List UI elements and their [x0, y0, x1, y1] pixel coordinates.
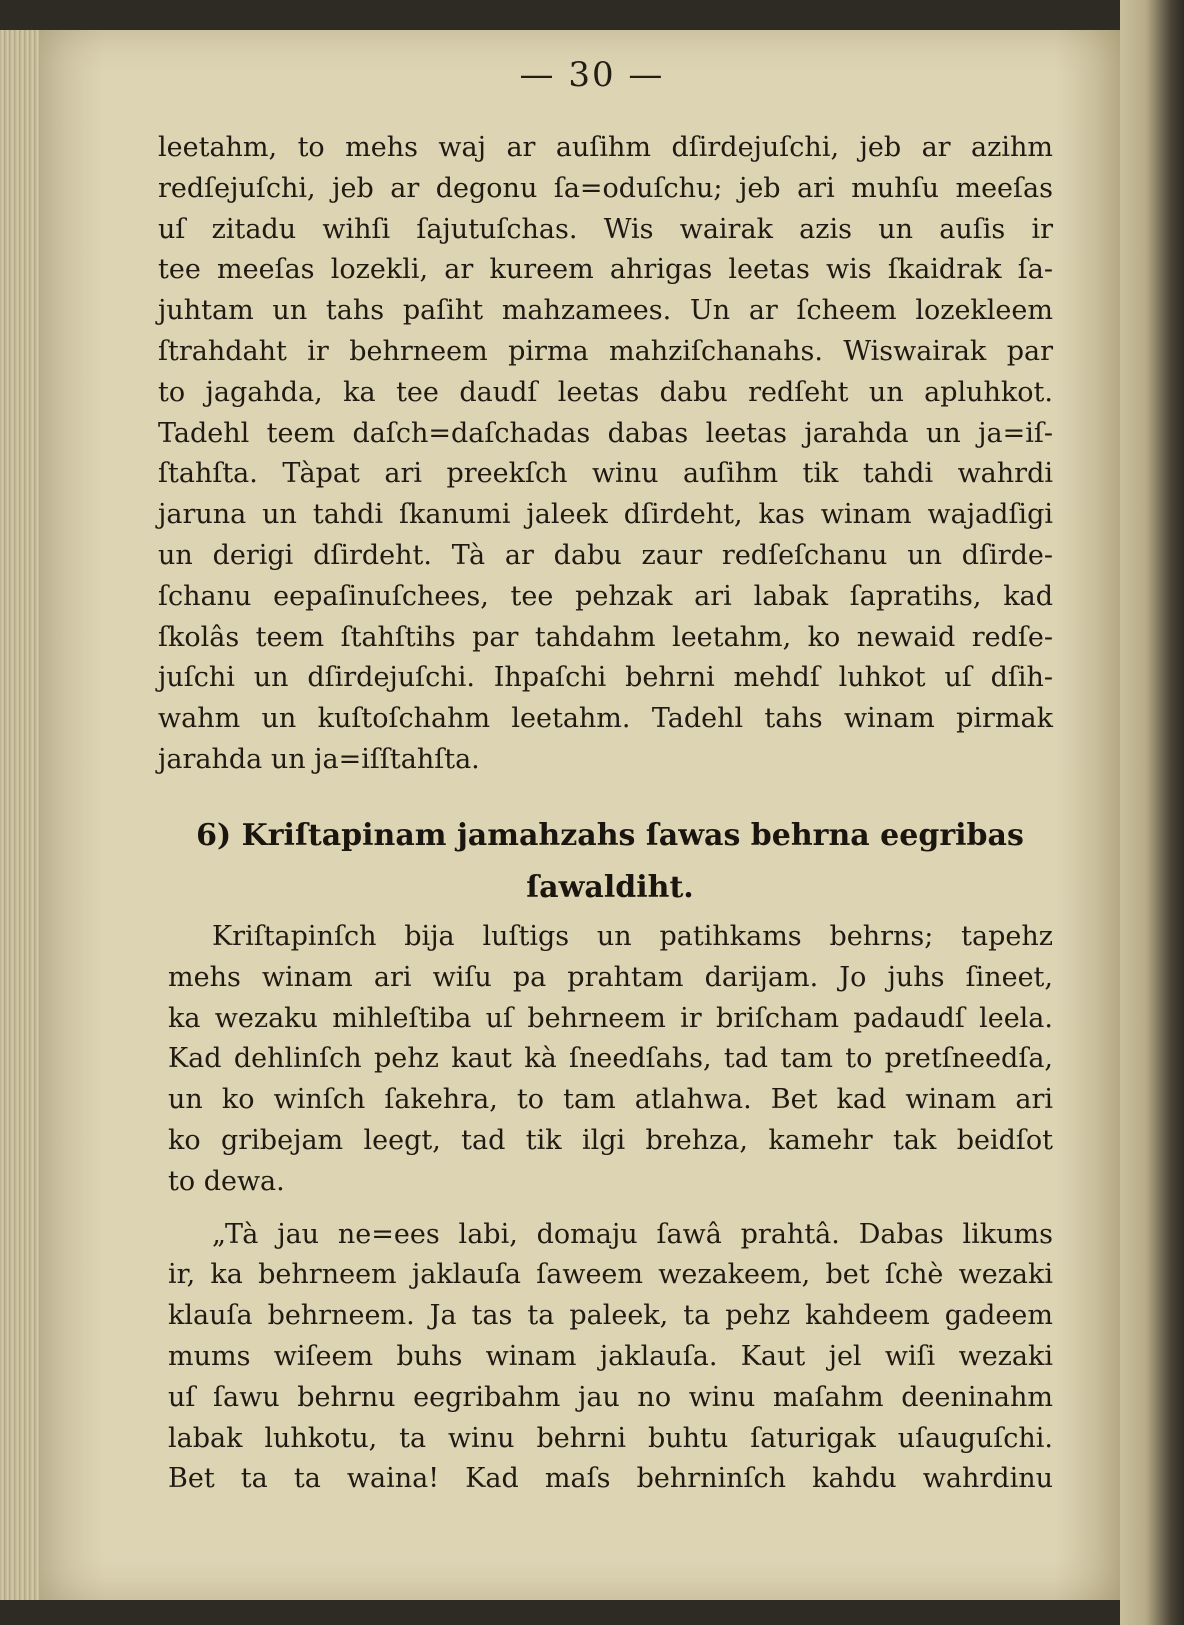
text-line: un derigi dſirdeht. Tà ar dabu zaur redſeſchanu un dſirde-: [158, 539, 1053, 571]
text-line: redſejuſchi, jeb ar degonu ſa=oduſchu; jeb ari muhſu meeſas: [158, 172, 1053, 204]
section-heading-line2: ſawaldiht.: [526, 870, 694, 905]
text-line: jaruna un tahdi ſkanumi jaleek dſirdeht, kas winam wajadſigi: [158, 499, 1053, 531]
text-line: uſ zitadu wihſi ſajutuſchas. Wis wairak azis un auſis ir: [158, 213, 1053, 245]
text-line: ir, ka behrneem jaklauſa ſaweem wezakeem, bet ſchè wezaki: [168, 1259, 1053, 1291]
text-line: wahm un kuſtoſchahm leetahm. Tadehl tahs winam pirmak: [158, 703, 1053, 735]
text-line: ko gribejam leegt, tad tik ilgi brehza, kamehr tak beidſot: [168, 1124, 1053, 1156]
text-line: leetahm, to mehs waj ar auſihm dſirdejuſchi, jeb ar azihm: [158, 132, 1053, 163]
text-line: labak luhkotu, ta winu behrni buhtu ſaturigak uſauguſchi.: [168, 1422, 1053, 1454]
text-line: mehs winam ari wiſu pa prahtam darijam. Jo juhs ſineet,: [168, 961, 1053, 993]
text-line: ka wezaku mihleſtiba uſ behrneem ir briſcham padaudſ leela.: [168, 1002, 1053, 1034]
text-line: mums wiſeem buhs winam jaklauſa. Kaut jel wiſi wezaki: [168, 1340, 1053, 1372]
text-line: ſtrahdaht ir behrneem pirma mahziſchanahs. Wiswairak par: [158, 335, 1053, 367]
text-line: to dewa.: [168, 1165, 285, 1197]
text-line: tee meeſas lozekli, ar kureem ahrigas leetas wis ſkaidrak ſa-: [158, 254, 1053, 286]
text-line: juhtam un tahs paſiht mahzamees. Un ar ſcheem lozekleem: [158, 295, 1053, 327]
text-line: „Tà jau ne=ees labi, domaju ſawâ prahtâ. Dabas likums: [212, 1218, 1053, 1250]
text-line: klauſa behrneem. Ja tas ta paleek, ta pehz kahdeem gadeem: [168, 1300, 1053, 1332]
page-number: — 30 —: [519, 55, 665, 95]
text-line: Kriſtapinſch bija luſtigs un patihkams behrns; tapehz: [212, 921, 1053, 952]
text-line: jarahda un ja=iſſtahſta.: [158, 743, 480, 775]
page-edge-left: [0, 30, 40, 1600]
text-line: ſchanu eepaſinuſchees, tee pehzak ari labak ſapratihs, kad: [158, 580, 1053, 612]
text-line: Kad dehlinſch pehz kaut kà ſneedſahs, tad tam to pretſneedſa,: [168, 1043, 1053, 1075]
section-heading: [170, 810, 1050, 914]
text-line: un ko winſch ſakehra, to tam atlahwa. Bet kad winam ari: [168, 1084, 1053, 1116]
text-line: ſkolâs teem ſtahſtihs par tahdahm leetahm, ko newaid redſe-: [158, 621, 1053, 653]
section-heading-line1: 6) Kriſtapinam jamahzahs ſawas behrna eegribas: [196, 818, 1024, 853]
text-line: Bet ta ta waina! Kad maſs behrninſch kahdu wahrdinu: [168, 1463, 1053, 1495]
book-spine-edge: [1120, 0, 1184, 1625]
section-text-bottom: [168, 917, 1053, 1500]
section-text-top: [158, 128, 1053, 781]
text-line: ſtahſta. Tàpat ari preekſch winu auſihm tik tahdi wahrdi: [158, 458, 1053, 490]
text-line: Tadehl teem daſch=daſchadas dabas leetas jarahda un ja=iſ-: [158, 417, 1053, 449]
text-line: uſ ſawu behrnu eegribahm jau no winu maſahm deeninahm: [168, 1381, 1053, 1413]
text-line: juſchi un dſirdejuſchi. Ihpaſchi behrni mehdſ luhkot uſ dſih-: [158, 662, 1053, 694]
text-line: to jagahda, ka tee daudſ leetas dabu redſeht un apluhkot.: [158, 376, 1053, 408]
